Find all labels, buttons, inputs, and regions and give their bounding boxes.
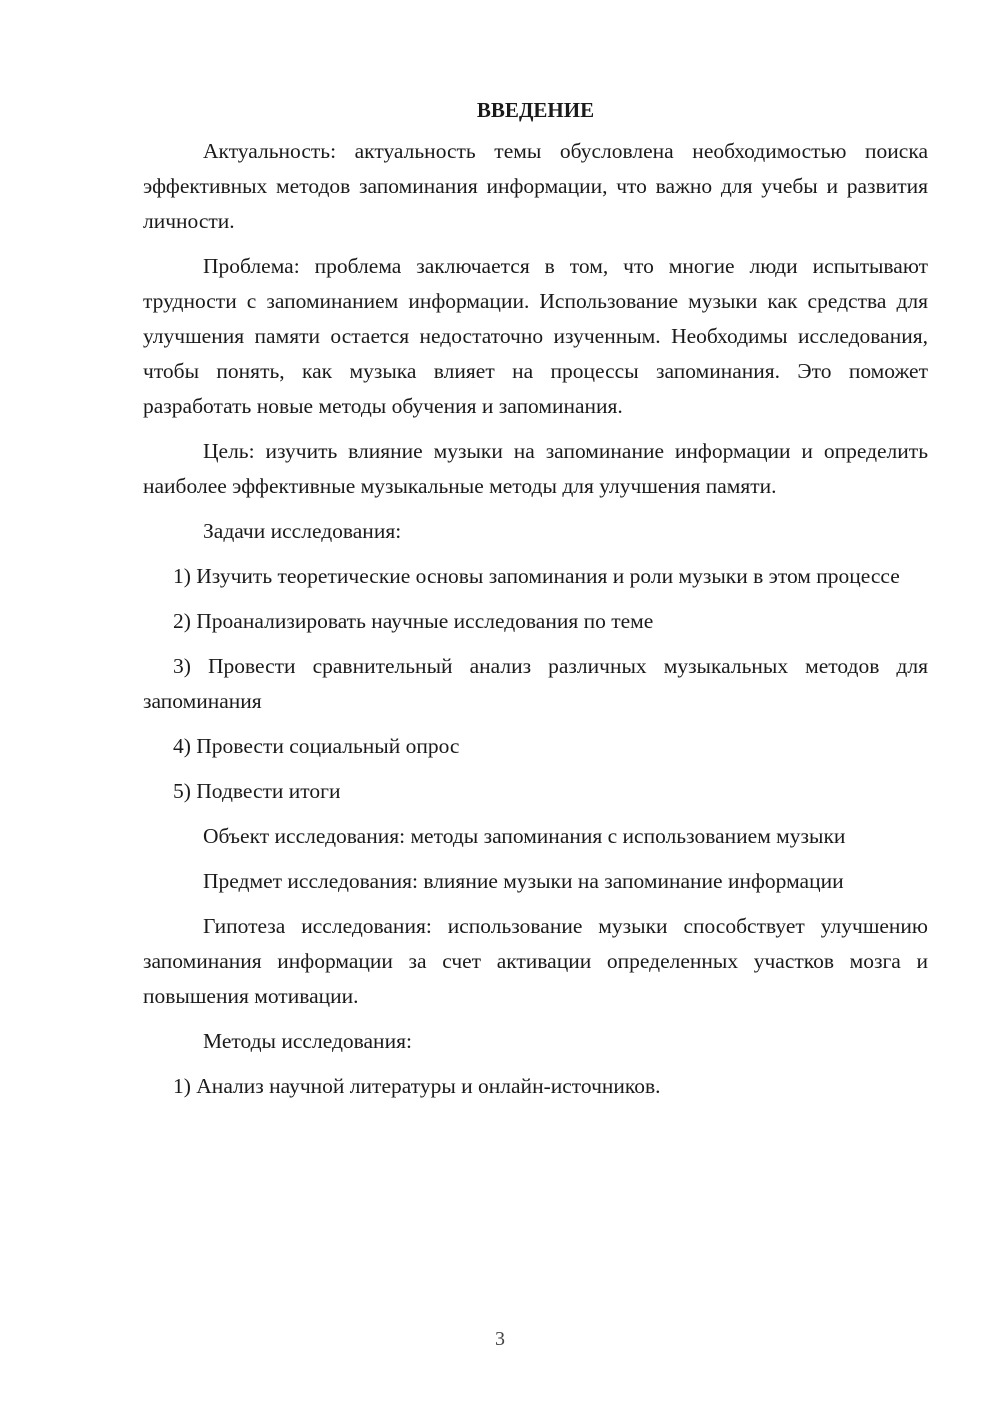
relevance-paragraph: Актуальность: актуальность темы обусловлена необходимостью поиска эффективных методов запоминания информации, что важно для учебы и развития личности. bbox=[143, 139, 928, 233]
task-item: 5) Подвести итоги bbox=[173, 779, 341, 803]
goal-paragraph: Цель: изучить влияние музыки на запоминание информации и определить наиболее эффективные музыкальные методы для улучшения памяти. bbox=[143, 439, 928, 498]
document-page bbox=[143, 96, 928, 1114]
subject-paragraph: Предмет исследования: влияние музыки на запоминание информации bbox=[203, 869, 844, 893]
task-item: 4) Провести социальный опрос bbox=[173, 734, 460, 758]
task-item: 3) Провести сравнительный анализ различных музыкальных методов для запоминания bbox=[143, 654, 928, 713]
task-item: 2) Проанализировать научные исследования по теме bbox=[173, 609, 654, 633]
methods-heading: Методы исследования: bbox=[203, 1029, 412, 1053]
problem-paragraph: Проблема: проблема заключается в том, что многие люди испытывают трудности с запоминанием информации. Использование музыки как средства для улучшения памяти остается недостаточно изученным. Необходимы исследования, чтобы понять, как музыка влияет на процессы запоминания. Это поможет разработать новые методы обучения и запоминания. bbox=[143, 254, 928, 418]
page-title: ВВЕДЕНИЕ bbox=[476, 98, 595, 122]
object-paragraph: Объект исследования: методы запоминания с использованием музыки bbox=[203, 824, 846, 848]
task-item: 1) Изучить теоретические основы запоминания и роли музыки в этом процессе bbox=[173, 564, 900, 588]
tasks-heading: Задачи исследования: bbox=[203, 519, 402, 543]
page-number: 3 bbox=[495, 1328, 505, 1350]
method-item: 1) Анализ научной литературы и онлайн-источников. bbox=[173, 1074, 661, 1098]
hypothesis-paragraph: Гипотеза исследования: использование музыки способствует улучшению запоминания информации за счет активации определенных участков мозга и повышения мотивации. bbox=[143, 914, 928, 1008]
